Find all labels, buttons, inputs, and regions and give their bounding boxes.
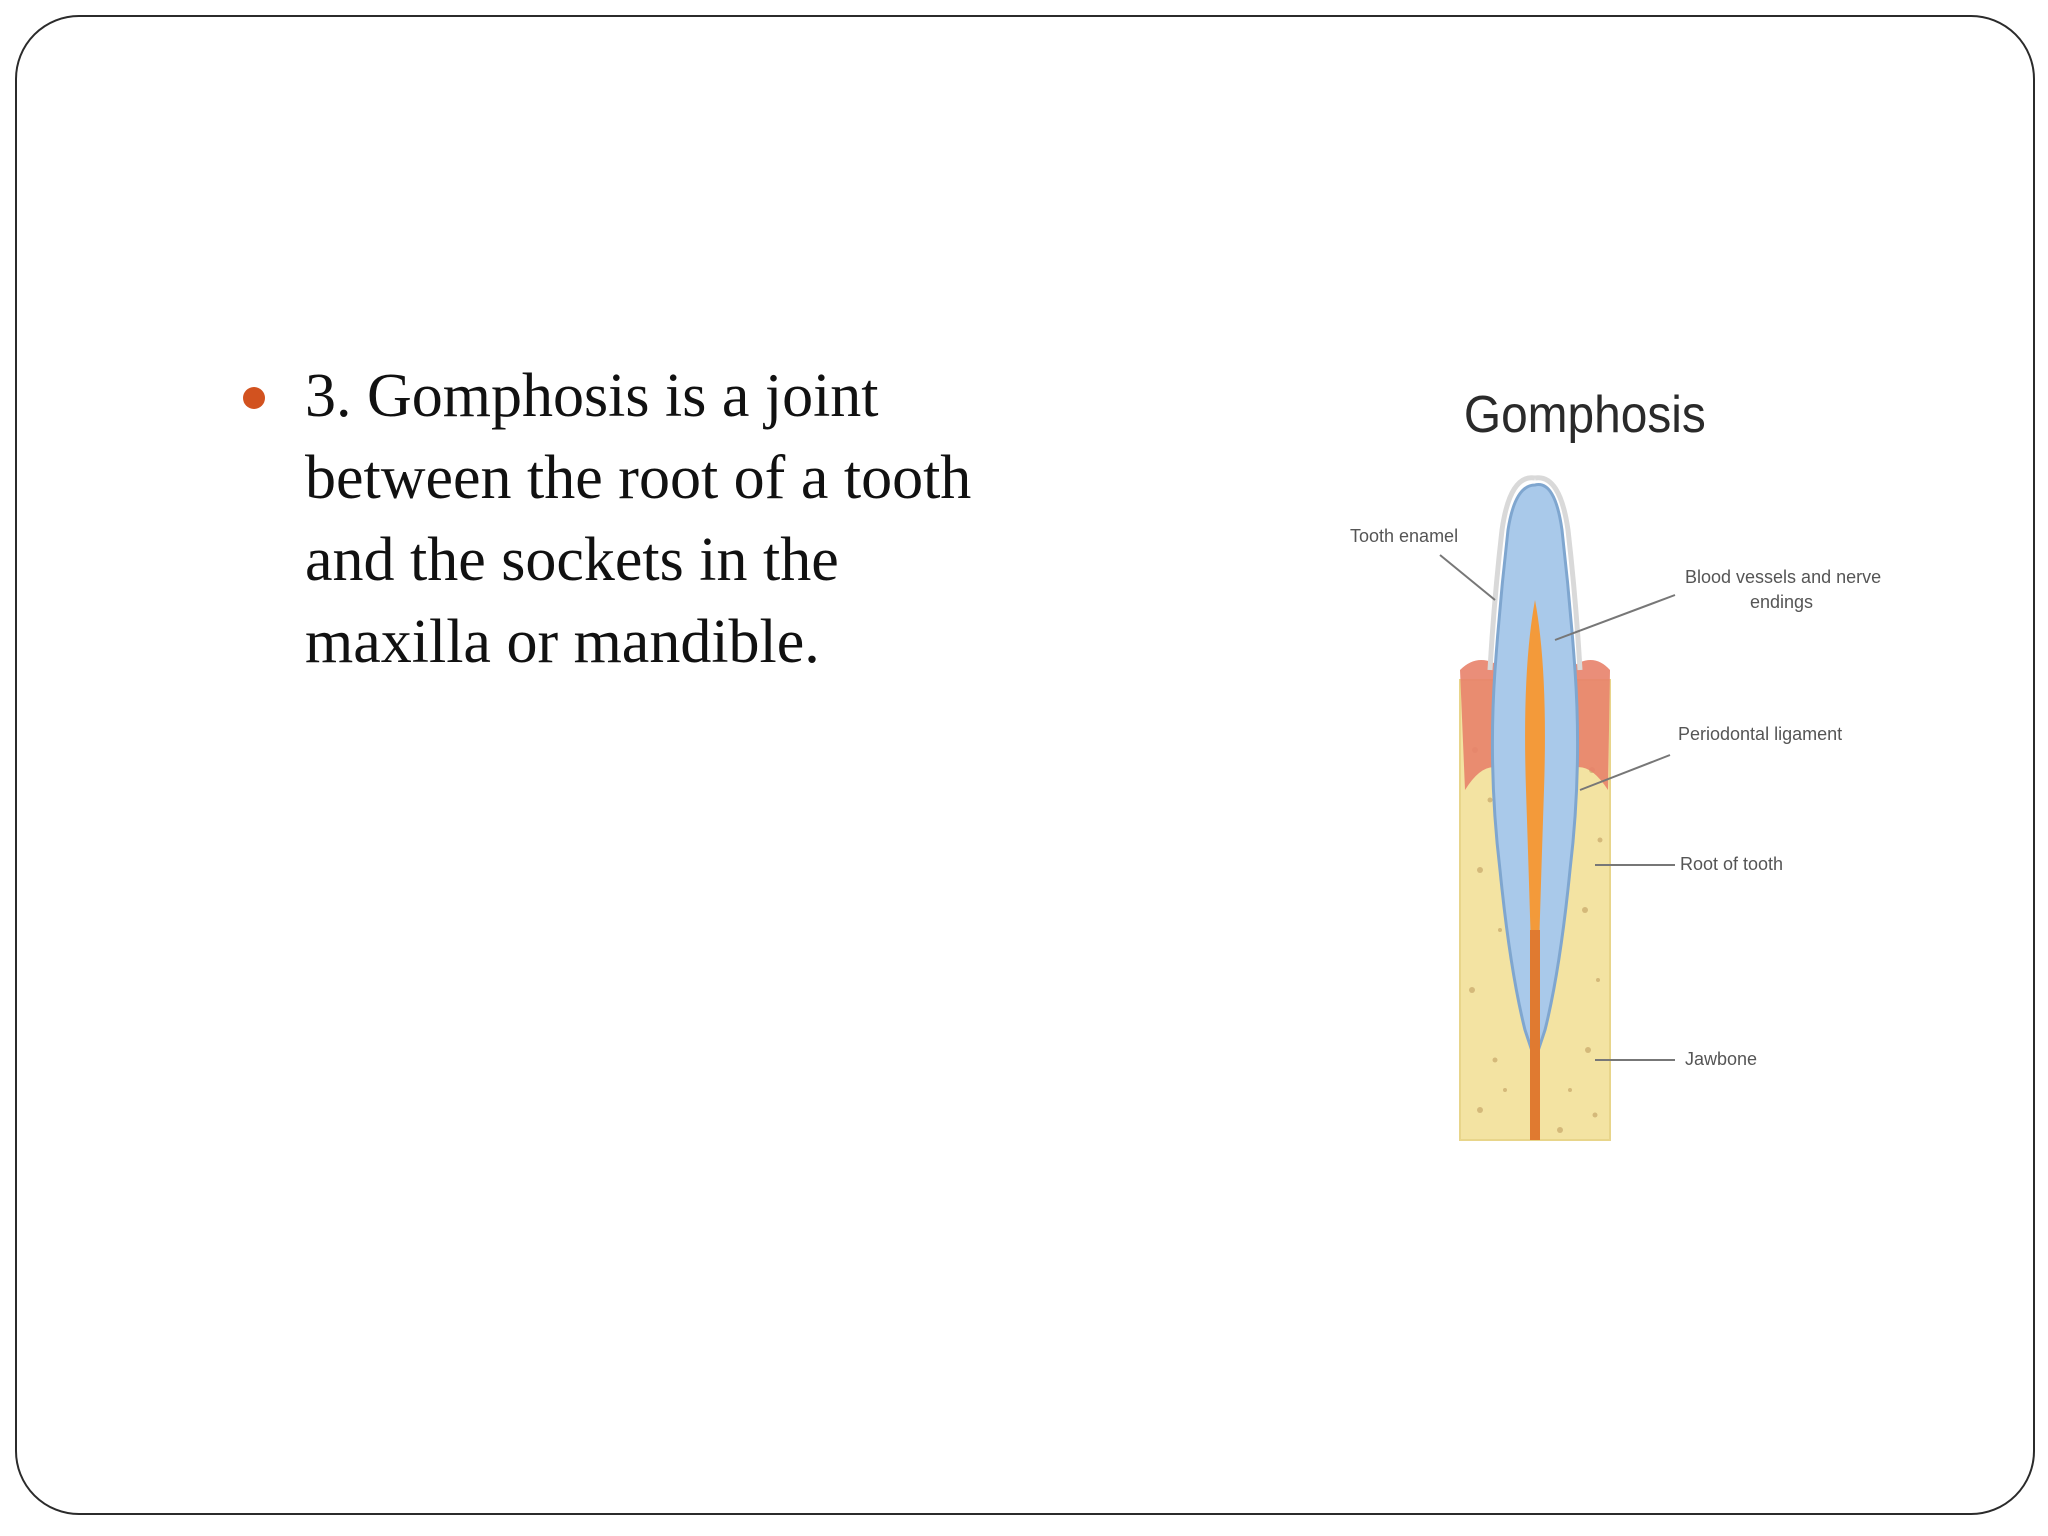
label-jawbone: Jawbone <box>1685 1049 1758 1069</box>
gomphosis-diagram-svg <box>1330 370 1930 1190</box>
gomphosis-diagram <box>1330 370 1930 1190</box>
label-tooth-enamel: Tooth enamel <box>1350 526 1459 546</box>
bullet-text: 3. Gomphosis is a joint between the root of a tooth and the sockets in the maxilla or mandible. <box>305 362 972 676</box>
label-periodontal: Periodontal ligament <box>1678 724 1843 744</box>
label-root: Root of tooth <box>1680 854 1784 874</box>
diagram-title: Gomphosis <box>1463 385 1706 444</box>
label-blood-vessels-1: Blood vessels and nerve <box>1685 567 1882 587</box>
label-blood-vessels-2: endings <box>1750 592 1814 612</box>
bullet-dot-icon <box>243 387 265 409</box>
